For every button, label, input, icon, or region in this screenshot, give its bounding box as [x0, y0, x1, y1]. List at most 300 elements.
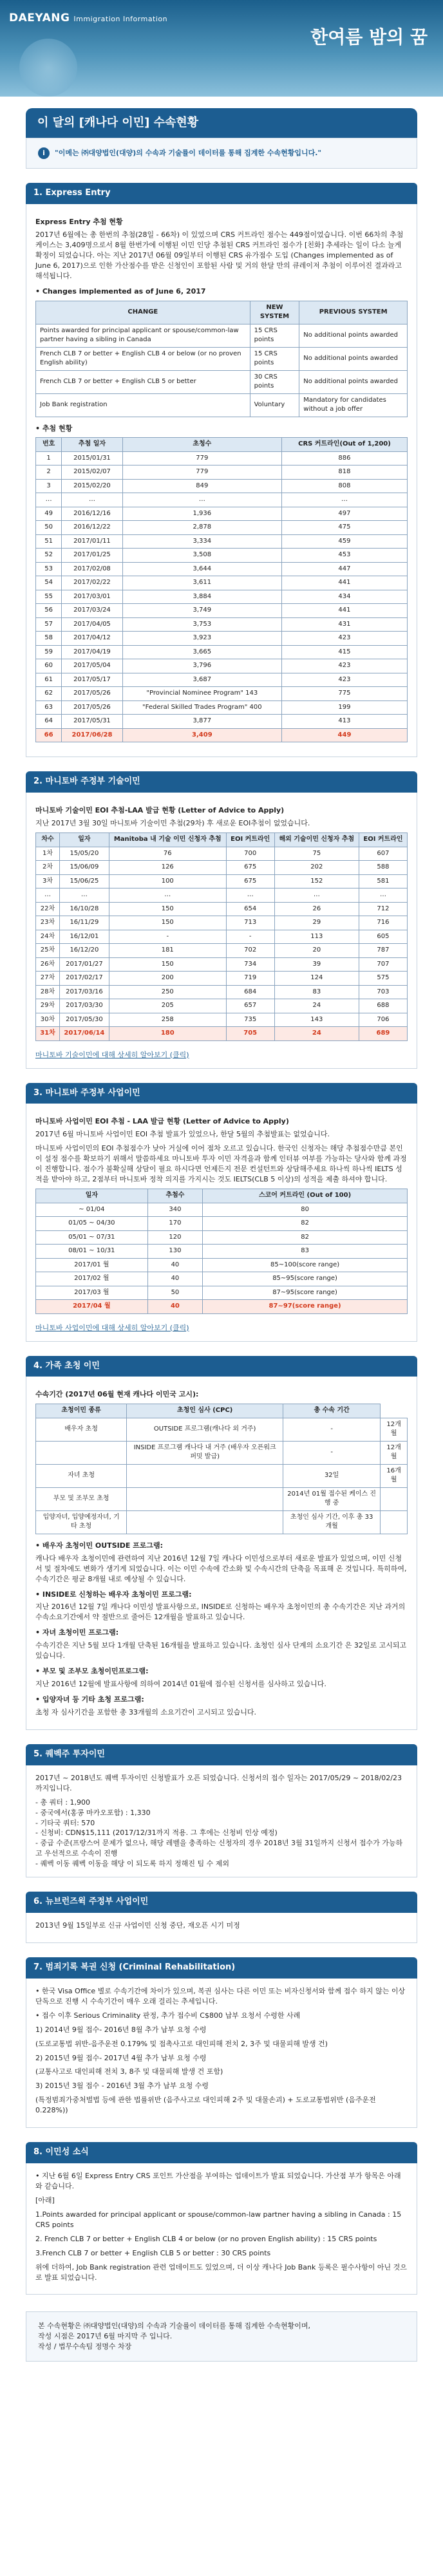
table-cell: 15 CRS points	[250, 347, 299, 370]
table-cell: 3,884	[122, 590, 281, 604]
table-cell: 22차	[36, 902, 60, 916]
table-cell: 2016/12/22	[62, 521, 123, 535]
table-cell: 126	[109, 861, 226, 875]
table-row	[36, 944, 408, 958]
table-cell: 15/05/20	[59, 847, 109, 861]
table-cell: 32일	[283, 1464, 381, 1487]
section-ircc-news	[26, 2142, 417, 2295]
table-cell: 82	[203, 1217, 408, 1231]
table-cell: …	[36, 493, 62, 507]
table-cell: 2017/03/16	[59, 985, 109, 999]
table-cell: 53	[36, 562, 62, 576]
table-cell: 87~95(score range)	[203, 1286, 408, 1300]
table-row	[36, 493, 408, 507]
table-cell: Mandatory for candidates without a job offer	[299, 393, 408, 417]
paragraph: 2. French CLB 7 or better + English CLB 4 or below (or no proven English ability) : 15 CRS points	[35, 2234, 377, 2243]
table-cell	[381, 1487, 408, 1510]
table-cell: 16개월	[381, 1464, 408, 1487]
table-cell: "Provincial Nominee Program" 143	[122, 687, 281, 701]
table-cell: 2017/06/28	[62, 728, 123, 742]
table-cell: …	[59, 888, 109, 903]
table-cell: 60	[36, 659, 62, 673]
table-cell: 202	[274, 861, 359, 875]
column-header: 번호	[36, 438, 62, 452]
table-cell: 2017/02/17	[59, 972, 109, 986]
table-cell: 706	[359, 1013, 407, 1027]
table-cell: 575	[359, 972, 407, 986]
table-cell: 689	[359, 1027, 407, 1041]
table-cell: ~ 01/04	[36, 1203, 148, 1217]
table-cell: 413	[281, 715, 407, 729]
paragraph: 3) 2015년 3월 접수 - 2016년 3월 추가 납부 요청 수령	[35, 2082, 209, 2091]
table-row	[36, 1245, 408, 1259]
changes-table	[35, 301, 408, 417]
table-cell: 50	[36, 521, 62, 535]
section-title: 2. 마니토바 주정부 기술이민	[26, 771, 417, 793]
table-row	[36, 479, 408, 493]
table-cell: 31차	[36, 1027, 60, 1041]
table-cell: 82	[203, 1230, 408, 1245]
table-row	[36, 347, 408, 370]
bullet-heading: • 배우자 초청이민 OUTSIDE 프로그램:	[35, 1541, 164, 1550]
brand-logo[interactable]	[9, 10, 167, 26]
table-cell: 2017/03/01	[62, 590, 123, 604]
table-cell: 01/05 ~ 04/30	[36, 1217, 148, 1231]
table-cell: 12개월	[381, 1441, 408, 1464]
table-cell: 24차	[36, 930, 60, 944]
table-cell: 2017/05/26	[62, 700, 123, 715]
table-row	[36, 324, 408, 347]
table-cell: 684	[226, 985, 274, 999]
table-cell	[127, 1487, 283, 1510]
table-cell: 779	[122, 451, 281, 465]
paragraph: 위에 더하여, Job Bank registration 관련 업데이트도 있었으며, 더 이상 캐나다 Job Bank 등록은 필수사항이 아닌 것으로 발표 되었습니다.	[35, 2262, 407, 2282]
section-title: 1. Express Entry	[26, 183, 417, 204]
table-cell: 1	[36, 451, 62, 465]
table-cell: 51	[36, 534, 62, 549]
table-row	[36, 874, 408, 888]
section-title: 6. 뉴브런즈윅 주정부 사업이민	[26, 1892, 417, 1913]
table-cell: 25차	[36, 944, 60, 958]
table-cell: 83	[203, 1245, 408, 1259]
table-cell: No additional points awarded	[299, 347, 408, 370]
brand-name: DAEYANG	[9, 12, 70, 24]
table-cell: 52	[36, 549, 62, 563]
table-cell: 2014년 01월 접수된 케이스 진행 중	[283, 1487, 381, 1510]
table-cell: 441	[281, 604, 407, 618]
table-cell: 181	[109, 944, 226, 958]
table-cell: 63	[36, 700, 62, 715]
paragraph: 1) 2014년 9월 접수- 2016년 8월 추가 납부 요청 수령	[35, 2025, 207, 2034]
table-row	[36, 673, 408, 687]
table-cell: 2015/01/31	[62, 451, 123, 465]
list-item: - 중급 수준(프랑스어 문제가 없으나, 해당 레벨을 충족하는 신청자의 경우 2018년 3월 31일까지 신청서 접수가 가능하고 우선적으로 수속이 진행	[35, 1839, 403, 1858]
section-body	[26, 1377, 417, 1730]
table-cell	[381, 1510, 408, 1534]
table-cell: 705	[226, 1027, 274, 1041]
table-cell: 2017/03/30	[59, 999, 109, 1013]
column-header: 스코어 커트라인 (Out of 100)	[203, 1189, 408, 1203]
paragraph: 지난 2016년 12월에 발표사항에 의하여 2014년 01월에 접수된 신청서를 심사하고 있습니다.	[35, 1680, 326, 1689]
table-row	[36, 1441, 408, 1464]
paragraph: 초청 자 심사기간을 포함한 총 33개월의 소요기간이 고시되고 있습니다.	[35, 1707, 256, 1716]
table-cell: 08/01 ~ 10/31	[36, 1245, 148, 1259]
table-row	[36, 645, 408, 659]
section-title: 8. 이민성 소식	[26, 2142, 417, 2163]
paragraph: 수속기간은 지난 5월 보다 1개월 단축된 16개월을 발표하고 있습니다. 초청인 심사 단계의 소요기간 은 32일로 고시되고 있습니다.	[35, 1641, 407, 1660]
table-cell: 605	[359, 930, 407, 944]
hero-banner	[0, 0, 443, 97]
table-row	[36, 1203, 408, 1217]
table-cell: 30 CRS points	[250, 370, 299, 393]
section-title: 5. 퀘벡주 투자이민	[26, 1744, 417, 1765]
table-cell: 475	[281, 521, 407, 535]
table-cell: …	[281, 493, 407, 507]
table-cell: 16/12/01	[59, 930, 109, 944]
table-cell: 2017/02/08	[62, 562, 123, 576]
table-row	[36, 1300, 408, 1314]
notice-text: "이메는 ㈜대양법인(대양)의 수속과 기술률이 데이터를 통해 집계한 수속현황입니다."	[55, 149, 322, 158]
table-cell: Job Bank registration	[36, 393, 250, 417]
table-row	[36, 1230, 408, 1245]
table-cell: 80	[203, 1203, 408, 1217]
table-row	[36, 715, 408, 729]
table-cell: 2017/02 월	[36, 1272, 148, 1286]
table-cell: "Federal Skilled Trades Program" 400	[122, 700, 281, 715]
table-cell: 15/06/25	[59, 874, 109, 888]
table-cell: 2017/06/14	[59, 1027, 109, 1041]
table-cell: Points awarded for principal applicant or spouse/common-law partner having a sibling in Canada	[36, 324, 250, 347]
table-cell: 340	[147, 1203, 202, 1217]
table-cell: No additional points awarded	[299, 370, 408, 393]
table-cell: 23차	[36, 916, 60, 930]
section-body	[26, 204, 417, 758]
table-cell: 2017/03/24	[62, 604, 123, 618]
table-row	[36, 507, 408, 521]
section-body	[26, 1104, 417, 1341]
table-cell: 12개월	[381, 1418, 408, 1441]
table-row	[36, 465, 408, 480]
table-cell: Voluntary	[250, 393, 299, 417]
section-new-brunswick	[26, 1892, 417, 1943]
table-row	[36, 1217, 408, 1231]
table-cell: 부모 및 조부모 초청	[36, 1487, 127, 1510]
table-cell: 2017/05/04	[62, 659, 123, 673]
section-title: 4. 가족 초청 이민	[26, 1356, 417, 1377]
table-cell: 3	[36, 479, 62, 493]
table-cell: 2	[36, 465, 62, 480]
mb-business-detail-link[interactable]: 마니토바 사업이민에 대해 상세히 알아보기 (클릭)	[35, 1323, 189, 1332]
section-criminal-rehabilitation	[26, 1957, 417, 2128]
column-header: 초청이민 종류	[36, 1404, 127, 1418]
table-cell: 58	[36, 632, 62, 646]
table-cell: 2017/01 월	[36, 1258, 148, 1272]
table-cell: 2차	[36, 861, 60, 875]
table-cell: 76	[109, 847, 226, 861]
table-row	[36, 1258, 408, 1272]
changes-heading: • Changes implemented as of June 6, 2017	[35, 287, 206, 296]
table-cell: 143	[274, 1013, 359, 1027]
table-cell: 818	[281, 465, 407, 480]
table-row	[36, 1510, 408, 1534]
table-cell: 40	[147, 1258, 202, 1272]
column-header: NEW SYSTEM	[250, 301, 299, 324]
footer-line: 본 수속현황은 ㈜대양법인(대양)의 수속과 기술률이 데이터를 통해 집계한 수속현황이며,	[38, 2322, 310, 2331]
table-cell: …	[359, 888, 407, 903]
table-cell: 26차	[36, 957, 60, 972]
column-header: 일자	[36, 1189, 148, 1203]
table-cell: 15 CRS points	[250, 324, 299, 347]
table-cell: 808	[281, 479, 407, 493]
table-cell: 100	[109, 874, 226, 888]
table-cell: 581	[359, 874, 407, 888]
table-row	[36, 393, 408, 417]
table-cell: 707	[359, 957, 407, 972]
table-row	[36, 1487, 408, 1510]
table-cell: 2015/02/07	[62, 465, 123, 480]
section-quebec-investor	[26, 1744, 417, 1877]
table-row	[36, 451, 408, 465]
notice-box	[26, 138, 417, 169]
table-cell: …	[109, 888, 226, 903]
table-cell: 150	[109, 957, 226, 972]
table-row	[36, 957, 408, 972]
table-cell: 654	[226, 902, 274, 916]
table-cell: 886	[281, 451, 407, 465]
table-cell: 26	[274, 902, 359, 916]
column-header: 추첨 일자	[62, 438, 123, 452]
table-row	[36, 861, 408, 875]
table-cell: 447	[281, 562, 407, 576]
table-cell: 3,923	[122, 632, 281, 646]
paragraph: 2017년 6월 마니토바 사업이민 EOI 추첨 발표가 있었으나, 한달 5월의 추첨발표는 없었습니다.	[35, 1130, 330, 1139]
table-cell: 713	[226, 916, 274, 930]
table-cell: 2017/01/11	[62, 534, 123, 549]
table-cell: 2017/04/19	[62, 645, 123, 659]
paragraph: 1.Points awarded for principal applicant or spouse/common-law partner having a sibling in Canada : 15 CRS points	[35, 2210, 402, 2229]
table-cell: 258	[109, 1013, 226, 1027]
paragraph: 2013년 9월 15일부로 신규 사업이민 신청 중단, 재오픈 시기 미정	[35, 1921, 240, 1930]
table-row	[36, 534, 408, 549]
table-row	[36, 370, 408, 393]
column-header: EOI 커트라인	[226, 833, 274, 847]
table-cell: 415	[281, 645, 407, 659]
table-cell: 62	[36, 687, 62, 701]
bullet-heading: • 자녀 초청이민 프로그램:	[35, 1628, 119, 1637]
footer-line: 작성 시점은 2017년 6월 마지막 주 입니다.	[38, 2332, 173, 2341]
table-row	[36, 916, 408, 930]
paragraph: 2017년 6월에는 총 한번의 추첨(28일 - 66차) 이 있었으며 CRS 커트라인 점수는 449점이었습니다. 이번 66차의 추첨 케이스는 3,409명으로서 8월 한번가에 이행된 이민 인당 추첨된 CRS 커트라인 점수가 [친화] 추세라는 일이 다소 늘게 확정이 되었습니다. 아는 지난 2017년 06월 09일부터 이행된 CRS 유가점수 도입 (Changes implemented as of June 6, 2017)으로 인한 가산점수를 받은 신청인이 포함된 사람 및 거의 한달 만의 큐레이저 추첨이 이루어진 결과라고 해석됩니다.	[35, 230, 404, 280]
table-cell: 29차	[36, 999, 60, 1013]
table-cell: 2017/05/26	[62, 687, 123, 701]
table-row	[36, 604, 408, 618]
table-cell: 734	[226, 957, 274, 972]
table-cell: 688	[359, 999, 407, 1013]
mb-skilled-detail-link[interactable]: 마니토바 기술이민에 대해 상세히 알아보기 (클릭)	[35, 1050, 189, 1059]
table-cell: 39	[274, 957, 359, 972]
table-cell: 431	[281, 617, 407, 632]
table-row	[36, 999, 408, 1013]
table-cell: 497	[281, 507, 407, 521]
list-item: - 총 쿼터 : 1,900	[35, 1798, 91, 1807]
table-cell: 2,878	[122, 521, 281, 535]
table-cell: 657	[226, 999, 274, 1013]
table-row	[36, 1013, 408, 1027]
paragraph: (도로교통법 위반-음주운전 0.179% 및 접촉사고로 대인피해 전치 2, 3주 및 대물피해 발생 건)	[35, 2039, 328, 2048]
table-cell: 675	[226, 861, 274, 875]
column-header: EOI 커트라인	[359, 833, 407, 847]
list-item: - 기타국 쿼터: 570	[35, 1818, 95, 1827]
table-cell: 50	[147, 1286, 202, 1300]
table-cell: 180	[109, 1027, 226, 1041]
table-cell: 423	[281, 673, 407, 687]
table-cell: 20	[274, 944, 359, 958]
table-cell: 453	[281, 549, 407, 563]
table-row	[36, 1027, 408, 1041]
list-item: - 신청비: CDN$15,111 (2017/12/31까지 적용. 그 후에는 신청비 인상 예정)	[35, 1829, 278, 1838]
mb-business-table	[35, 1189, 408, 1314]
column-header: 차수	[36, 833, 60, 847]
sub-title: 마니토바 기술이민 EOI 추첨-LAA 발급 현황 (Letter of Advice to Apply)	[35, 806, 285, 815]
table-cell: 3,753	[122, 617, 281, 632]
table-cell: 24	[274, 999, 359, 1013]
table-cell: 61	[36, 673, 62, 687]
paragraph: • 접수 이후 Serious Criminality 판정, 추가 접수비 C$800 납부 요청서 수령한 사례	[35, 2011, 301, 2020]
table-cell: 700	[226, 847, 274, 861]
table-cell: 205	[109, 999, 226, 1013]
table-row	[36, 632, 408, 646]
table-cell: 3,749	[122, 604, 281, 618]
mb-skilled-table	[35, 832, 408, 1041]
table-cell: 28차	[36, 985, 60, 999]
list-item: - 중국에서(홍콩 마카오포함) : 1,330	[35, 1808, 151, 1817]
table-row	[36, 847, 408, 861]
paragraph: (특정범죄가중처벌법 등에 관한 법률위반 (음주사고로 대인피해 2주 및 대물손괴) + 도로교통법위반 (음주운전 0.228%))	[35, 2096, 376, 2115]
table-cell: 150	[109, 902, 226, 916]
table-cell: 2017/04/12	[62, 632, 123, 646]
table-row	[36, 985, 408, 999]
table-cell: 75	[274, 847, 359, 861]
table-cell: 3차	[36, 874, 60, 888]
table-cell: No additional points awarded	[299, 324, 408, 347]
table-cell: 27차	[36, 972, 60, 986]
table-cell: 3,508	[122, 549, 281, 563]
table-cell: 588	[359, 861, 407, 875]
table-cell: -	[283, 1441, 381, 1464]
sub-title: 수속기간 (2017년 06월 현재 캐나다 이민국 고시):	[35, 1390, 199, 1399]
table-cell: 55	[36, 590, 62, 604]
table-row	[36, 902, 408, 916]
table-cell	[127, 1464, 283, 1487]
paragraph: 지난 2016년 12월 7일 캐나다 이민성 발표사항으로, INSIDE로 신청하는 배우자 초청이민의 총 수속기간은 지난 과거의 수속소요기간에서 약 절반으로 줄어든 12개월을 발표하고 있습니다.	[35, 1603, 406, 1622]
table-cell: 배우자 초청	[36, 1418, 127, 1441]
table-cell: 30차	[36, 1013, 60, 1027]
section-title: 7. 범죄기록 복권 신청 (Criminal Rehabilitation)	[26, 1957, 417, 1979]
section-body	[26, 793, 417, 1068]
table-cell: 57	[36, 617, 62, 632]
column-header: 추첨수	[147, 1189, 202, 1203]
table-cell: INSIDE 프로그램 캐나다 내 거주 (배우자 오픈워크퍼밋 발급)	[127, 1441, 283, 1464]
flower-decoration	[19, 39, 77, 97]
section-body	[26, 1765, 417, 1877]
table-cell: 66	[36, 728, 62, 742]
table-cell: 초청인 심사 기간, 이후 총 33개월	[283, 1510, 381, 1534]
column-header: 총 수속 기간	[283, 1404, 381, 1418]
table-row	[36, 617, 408, 632]
table-cell: 24	[274, 1027, 359, 1041]
table-row	[36, 1272, 408, 1286]
table-cell: 59	[36, 645, 62, 659]
sub-title: Express Entry 추첨 현황	[35, 217, 123, 226]
list-item: - 퀘벡 이동 퀘벡 이동을 해당 이 되도록 하지 정해진 팀 수 제외	[35, 1859, 229, 1868]
section-family-sponsorship	[26, 1356, 417, 1730]
table-cell: 775	[281, 687, 407, 701]
table-cell: 199	[281, 700, 407, 715]
table-cell: 423	[281, 659, 407, 673]
table-cell: 자녀 초청	[36, 1464, 127, 1487]
table-row	[36, 1286, 408, 1300]
table-cell: French CLB 7 or better + English CLB 4 or below (or no proven English ability)	[36, 347, 250, 370]
footer-note	[26, 2311, 417, 2362]
table-cell: 2015/02/20	[62, 479, 123, 493]
table-cell	[127, 1510, 283, 1534]
table-row	[36, 549, 408, 563]
column-header: 일자	[59, 833, 109, 847]
table-row	[36, 972, 408, 986]
bullet-heading: • 입양자녀 등 기타 초청 프로그램:	[35, 1695, 144, 1704]
table-cell: 130	[147, 1245, 202, 1259]
table-cell: 3,644	[122, 562, 281, 576]
table-cell: 449	[281, 728, 407, 742]
column-header: CRS 커트라인(Out of 1,200)	[281, 438, 407, 452]
quebec-item-list	[35, 1798, 408, 1870]
table-cell: 200	[109, 972, 226, 986]
table-cell: 3,665	[122, 645, 281, 659]
table-cell: …	[122, 493, 281, 507]
table-cell: 2017/05/30	[59, 1013, 109, 1027]
table-row	[36, 700, 408, 715]
table-cell: 49	[36, 507, 62, 521]
section-manitoba-skilled	[26, 771, 417, 1068]
table-cell: 849	[122, 479, 281, 493]
table-cell: 712	[359, 902, 407, 916]
table-cell: 150	[109, 916, 226, 930]
table-cell: 3,409	[122, 728, 281, 742]
table-cell: 1,936	[122, 507, 281, 521]
paragraph: 지난 2017년 3월 30일 마니토바 기술이민 추첨(29차) 후 새로운 EOI추첨이 없었습니다.	[35, 819, 310, 828]
table-cell: 703	[359, 985, 407, 999]
table-row	[36, 590, 408, 604]
table-cell: OUTSIDE 프로그램(캐나다 외 거주)	[127, 1418, 283, 1441]
slogan: 한여름 밤의 꿈	[310, 26, 428, 48]
brand-sub: Immigration Information	[73, 15, 168, 23]
section-express-entry	[26, 183, 417, 757]
table-cell: 15/06/09	[59, 861, 109, 875]
table-cell: 2017/01/25	[62, 549, 123, 563]
column-header: Manitoba 내 기술 이민 신청자 추첨	[109, 833, 226, 847]
table-cell: -	[283, 1418, 381, 1441]
paragraph: 2017년 ~ 2018년도 퀘벡 투자이민 신청발표가 오픈 되었습니다. 신청서의 접수 일자는 2017/05/29 ~ 2018/02/23 까지입니다.	[35, 1773, 402, 1792]
table-cell: 423	[281, 632, 407, 646]
table-cell: 120	[147, 1230, 202, 1245]
section-manitoba-business	[26, 1083, 417, 1342]
table-row	[36, 659, 408, 673]
table-cell: 29	[274, 916, 359, 930]
table-cell: 64	[36, 715, 62, 729]
table-row	[36, 888, 408, 903]
info-icon: i	[38, 147, 50, 159]
paragraph: • 지난 6월 6일 Express Entry CRS 포인트 가산점을 부여하는 업데이트가 발표 되었습니다. 가산점 부가 항목은 아래와 같습니다.	[35, 2172, 401, 2190]
